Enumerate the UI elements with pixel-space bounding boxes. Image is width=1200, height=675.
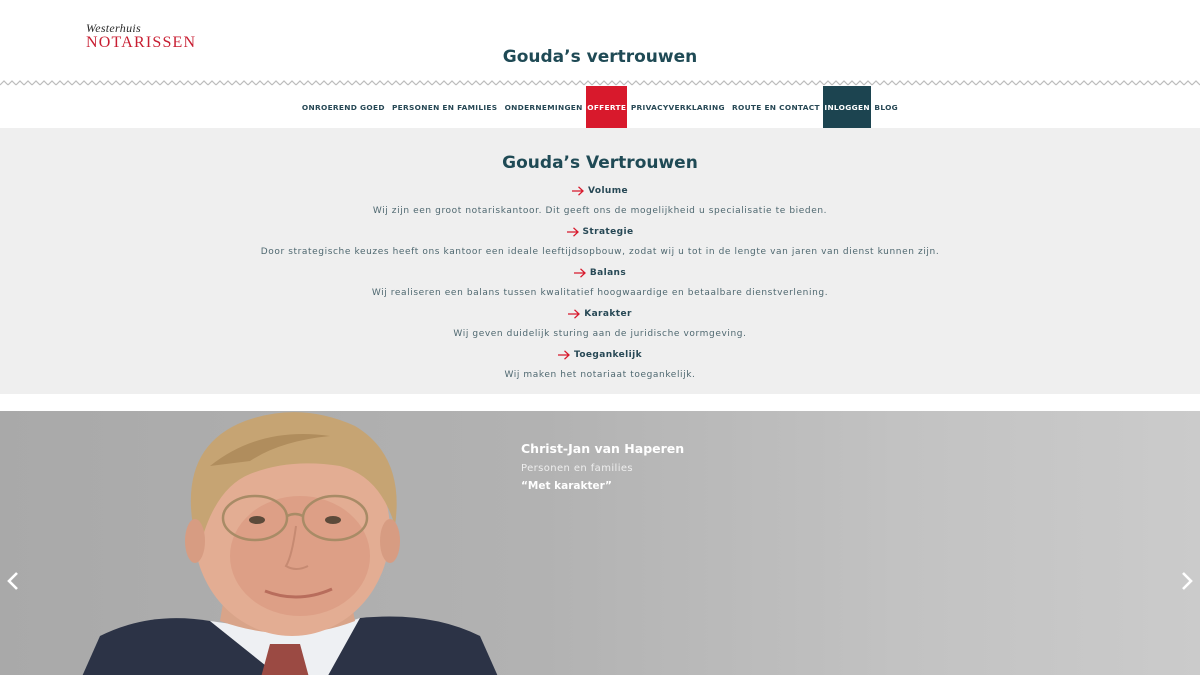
intro-point-heading [0, 265, 1200, 281]
intro-section [0, 128, 1200, 394]
zigzag-divider [0, 80, 1200, 88]
intro-point-text: Wij realiseren een balans tussen kwalitatief hoogwaardige en betaalbare dienstverlening. [371, 288, 829, 298]
arrow-right-icon [574, 268, 586, 278]
site-header [0, 0, 1200, 86]
arrow-right-icon [572, 186, 584, 196]
site-title: Gouda’s vertrouwen [502, 47, 698, 67]
nav-item-blog[interactable]: BLOG [874, 102, 899, 112]
nav-item-onroerend-goed[interactable]: ONROEREND GOED [301, 102, 385, 112]
slide-person-role: Personen en families [521, 463, 634, 474]
arrow-right-icon [568, 309, 580, 319]
intro-point-heading-label: Strategie [582, 227, 634, 237]
intro-point-heading-label: Volume [587, 186, 629, 196]
slide-person-name: Christ-Jan van Haperen [521, 441, 685, 456]
intro-title: Gouda’s Vertrouwen [502, 153, 698, 173]
intro-point-heading [0, 224, 1200, 240]
intro-point-text: Door strategische keuzes heeft ons kantoor een ideale leeftijdsopbouw, zodat wij u tot in de lengte van jaren van dienst kunnen zijn. [260, 247, 940, 257]
chevron-left-icon[interactable] [6, 571, 20, 591]
intro-point-text: Wij geven duidelijk sturing aan de juridische vormgeving. [453, 329, 747, 339]
nav-item-privacyverklaring[interactable]: PRIVACYVERKLARING [630, 102, 725, 112]
nav-item-offerte[interactable]: OFFERTE [586, 86, 627, 128]
intro-points [0, 183, 1200, 388]
arrow-right-icon [567, 227, 579, 237]
nav-item-personen-en-families[interactable]: PERSONEN EN FAMILIES [391, 102, 498, 112]
intro-point [0, 224, 1200, 265]
intro-point-heading [0, 347, 1200, 363]
intro-point-heading [0, 306, 1200, 322]
intro-point-heading-label: Balans [589, 268, 627, 278]
intro-point [0, 306, 1200, 347]
chevron-right-icon[interactable] [1180, 571, 1194, 591]
intro-point-heading [0, 183, 1200, 199]
nav-item-route-en-contact[interactable]: ROUTE EN CONTACT [732, 102, 820, 112]
intro-point [0, 347, 1200, 388]
intro-point-text: Wij maken het notariaat toegankelijk. [504, 370, 696, 380]
slide-quote: “Met karakter” [521, 480, 612, 492]
nav-item-ondernemingen[interactable]: ONDERNEMINGEN [504, 102, 583, 112]
team-slider [0, 411, 1200, 675]
logo-wordmark: NOTARISSEN [86, 34, 197, 51]
intro-point [0, 183, 1200, 224]
intro-point-heading-label: Karakter [584, 309, 632, 319]
main-nav [0, 86, 1200, 128]
intro-point-heading-label: Toegankelijk [573, 350, 643, 360]
intro-point [0, 265, 1200, 306]
portrait-photo [60, 411, 510, 675]
arrow-right-icon [558, 350, 570, 360]
logo-subtitle: Westerhuis [86, 21, 142, 35]
intro-point-text: Wij zijn een groot notariskantoor. Dit geeft ons de mogelijkheid u specialisatie te bieden. [372, 206, 828, 216]
nav-item-inloggen[interactable]: INLOGGEN [823, 86, 870, 128]
